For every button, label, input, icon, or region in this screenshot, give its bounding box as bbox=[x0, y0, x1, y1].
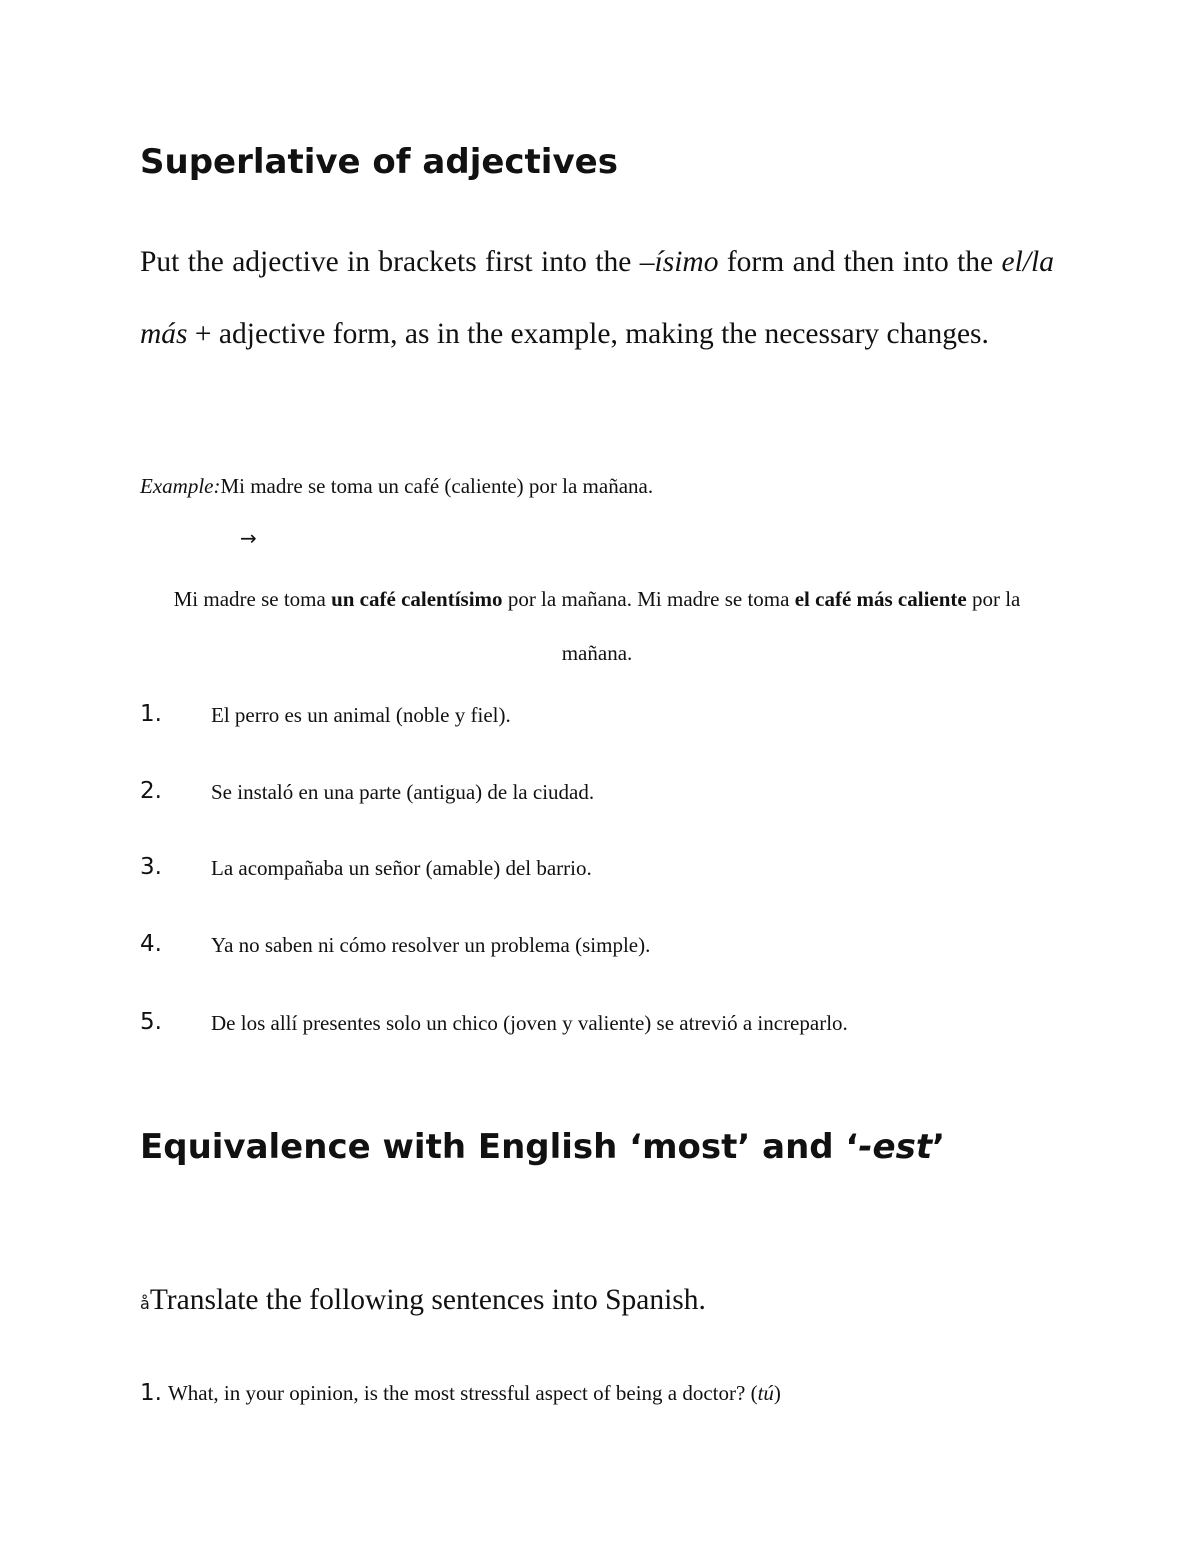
answer-bold-isimo: un café calentísimo bbox=[331, 587, 503, 611]
instruction-text: + adjective form, as in the example, making the necessary changes. bbox=[187, 318, 989, 350]
list-item bbox=[140, 771, 1090, 811]
exercise-instructions bbox=[140, 226, 1054, 370]
item-text: Se instaló en una parte (antigua) de la ciudad. bbox=[211, 780, 595, 804]
isimo-term: –ísimo bbox=[639, 246, 719, 278]
list-item bbox=[140, 1373, 781, 1413]
item-number: 3. bbox=[140, 854, 162, 880]
item-text: Ya no saben ni cómo resolver un problema (simple). bbox=[211, 933, 651, 957]
heading-text: ’ bbox=[932, 1127, 945, 1167]
example-line bbox=[140, 470, 653, 502]
heading-text: Equivalence with English ‘most’ and ‘ bbox=[140, 1127, 859, 1167]
item-text: El perro es un animal (noble y fiel). bbox=[211, 703, 511, 727]
item-text: De los allí presentes solo un chico (joven y valiente) se atrevió a increparlo. bbox=[211, 1011, 848, 1035]
item-text-close: ) bbox=[773, 1381, 781, 1405]
section-heading-equivalence bbox=[140, 1127, 945, 1167]
el-la-mas-term: el/la más bbox=[140, 246, 1054, 350]
translate-instruction bbox=[140, 1278, 706, 1326]
list-item bbox=[140, 924, 1090, 964]
list-item bbox=[140, 847, 1090, 887]
translate-instruction-text: Translate the following sentences into Spanish. bbox=[149, 1284, 706, 1316]
item-number: 5. bbox=[140, 1009, 162, 1035]
list-item bbox=[140, 694, 1090, 734]
instruction-text: Put the adjective in brackets first into the bbox=[140, 246, 640, 278]
section-heading-superlative: Superlative of adjectives bbox=[140, 142, 618, 182]
instruction-glyph: å bbox=[140, 1294, 150, 1313]
item-text-main: What, in your opinion, is the most stressful aspect of being a doctor? ( bbox=[167, 1381, 758, 1405]
item-number: 1. bbox=[140, 1380, 162, 1406]
instruction-text: form and then into the bbox=[718, 246, 1002, 278]
answer-text: por la mañana. bbox=[561, 587, 1021, 665]
item-text: La acompañaba un señor (amable) del barrio. bbox=[211, 856, 592, 880]
example-sentence: Mi madre se toma un café (caliente) por la mañana. bbox=[220, 474, 654, 498]
list-item bbox=[140, 1002, 1090, 1042]
heading-italic-est: -est bbox=[858, 1127, 933, 1167]
answer-text: Mi madre se toma bbox=[173, 587, 332, 611]
item-text bbox=[168, 1381, 781, 1405]
item-number: 2. bbox=[140, 778, 162, 804]
item-number: 1. bbox=[140, 701, 162, 727]
arrow-icon: → bbox=[240, 526, 257, 550]
answer-bold-mas: el café más caliente bbox=[794, 587, 967, 611]
item-number: 4. bbox=[140, 931, 162, 957]
item-text-italic: tú bbox=[757, 1381, 774, 1405]
example-answer bbox=[140, 572, 1054, 680]
example-label: Example: bbox=[140, 474, 221, 498]
answer-text: por la mañana. Mi madre se toma bbox=[502, 587, 795, 611]
